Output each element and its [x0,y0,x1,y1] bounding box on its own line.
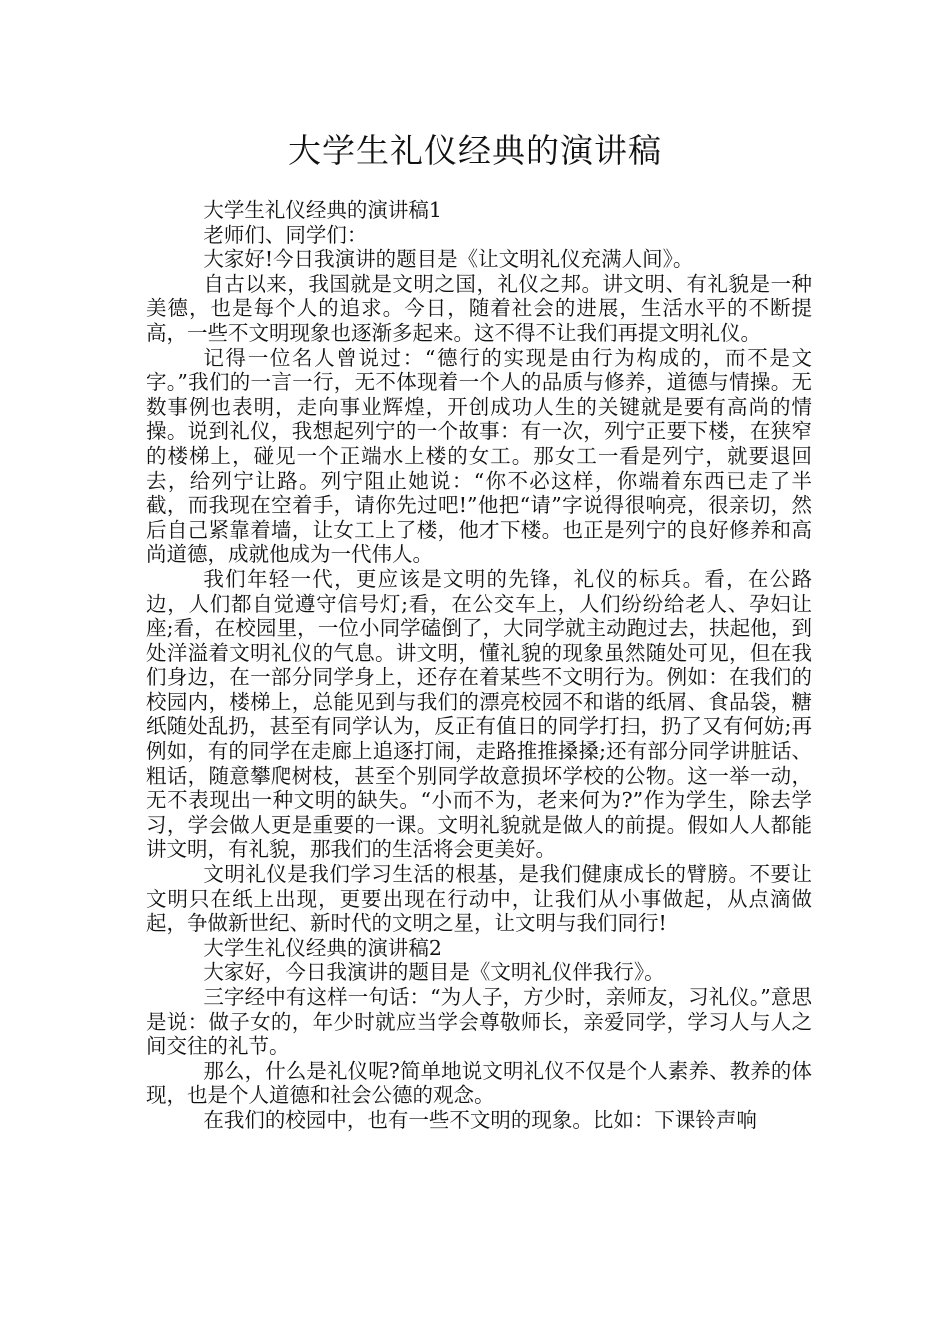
paragraph: 在我们的校园中，也有一些不文明的现象。比如：下课铃声响 [203,1107,757,1132]
paragraph: 大家好，今日我演讲的题目是《文明礼仪伴我行》。 [203,960,665,985]
paragraph: 那么，什么是礼仪呢?简单地说文明礼仪不仅是个人素养、教养的体现，也是个人道德和社会公德的观念。 [146,1058,812,1108]
paragraph: 文明礼仪是我们学习生活的根基，是我们健康成长的臂膀。不要让文明只在纸上出现，更要出现在行动中，让我们从小事做起，从点滴做起，争做新世纪、新时代的文明之星，让文明与我们同行! [146,862,812,936]
section-heading-2: 大学生礼仪经典的演讲稿2 [203,935,442,960]
paragraph: 自古以来，我国就是文明之国，礼仪之邦。讲文明、有礼貌是一种美德，也是每个人的追求。今日，随着社会的进展，生活水平的不断提高，一些不文明现象也逐渐多起来。这不得不让我们再提文明礼仪。 [146,271,812,345]
section-heading-1: 大学生礼仪经典的演讲稿1 [203,198,442,222]
paragraph: 记得一位名人曾说过：“德行的实现是由行为构成的，而不是文字。”我们的一言一行，无不体现着一个人的品质与修养，道德与情操。无数事例也表明，走向事业辉煌，开创成功人生的关键就是要有高尚的情操。说到礼仪，我想起列宁的一个故事：有一次，列宁正要下楼，在狭窄的楼梯上，碰见一个正端水上楼的女工。那女工一看是列宁，就要退回去，给列宁让路。列宁阻止她说：“你不必这样，你端着东西已走了半截，而我现在空着手，请你先过吧!”他把“请”字说得很响亮，很亲切，然后自己紧靠着墙，让女工上了楼，他才下楼。也正是列宁的良好修养和高尚道德，成就他成为一代伟人。 [146,345,812,567]
document-title: 大学生礼仪经典的演讲稿 [288,131,662,170]
document-body [146,198,812,1133]
salutation: 老师们、同学们： [203,222,368,247]
paragraph: 我们年轻一代，更应该是文明的先锋，礼仪的标兵。看，在公路边，人们都自觉遵守信号灯;看，在公交车上，人们纷纷给老人、孕妇让座;看，在校园里，一位小同学磕倒了，大同学就主动跑过去，扶起他，到处洋溢着文明礼仪的气息。讲文明，懂礼貌的现象虽然随处可见，但在我们身边，在一部分同学身上，还存在着某些不文明行为。例如：在我们的校园内，楼梯上，总能见到与我们的漂亮校园不和谐的纸屑、食品袋，糖纸随处乱扔，甚至有同学认为，反正有值日的同学打扫，扔了又有何妨;再例如，有的同学在走廊上追逐打闹，走路推推搡搡;还有部分同学讲脏话、粗话，随意攀爬树枝，甚至个别同学故意损坏学校的公物。这一举一动，无不表现出一种文明的缺失。“小而不为，老来何为?”作为学生，除去学习，学会做人更是重要的一课。文明礼貌就是做人的前提。假如人人都能讲文明，有礼貌，那我们的生活将会更美好。 [146,566,812,862]
paragraph: 三字经中有这样一句话：“为人子，方少时，亲师友，习礼仪。”意思是说：做子女的，年少时就应当学会尊敬师长，亲爱同学，学习人与人之间交往的礼节。 [146,985,812,1059]
paragraph: 大家好!今日我演讲的题目是《让文明礼仪充满人间》。 [203,247,694,272]
